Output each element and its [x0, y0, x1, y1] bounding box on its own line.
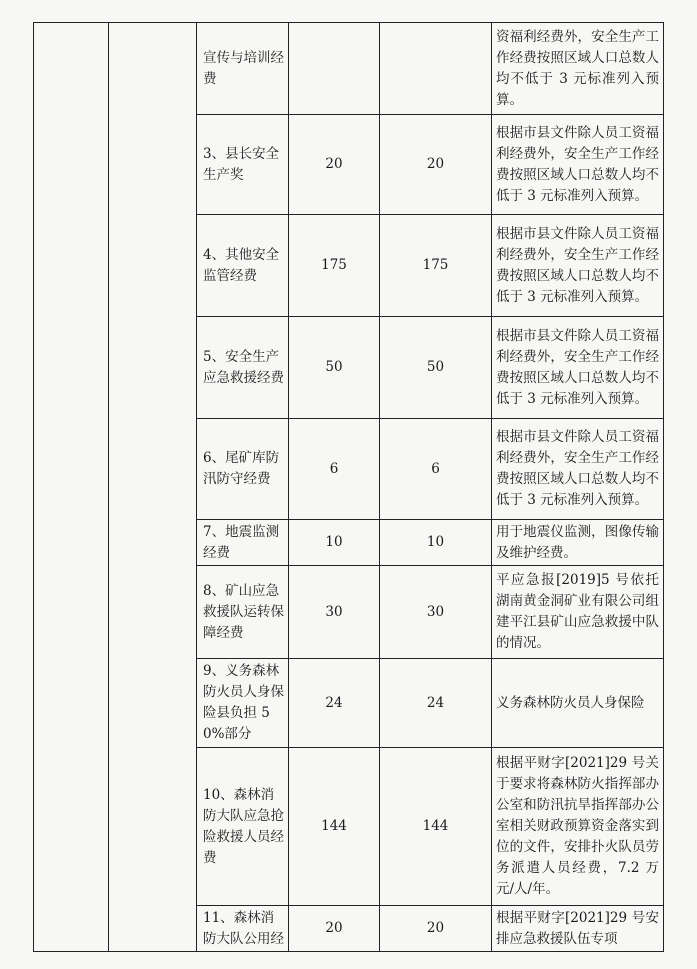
budget-value: 10: [289, 520, 380, 566]
item-name: 9、义务森林防火员人身保险县负担 50%部分: [197, 659, 289, 748]
basis-note: 用于地震仪监测，图像传输及维护经费。: [492, 520, 664, 566]
item-name: 8、矿山应急救援队运转保障经费: [197, 566, 289, 659]
budget-value: 50: [289, 317, 380, 419]
basis-note: 根据平财字[2021]29 号安排应急救援队伍专项: [492, 906, 664, 952]
basis-note: 根据市县文件除人员工资福利经费外，安全生产工作经费按照区域人口总数人均不低于 3 元标准列入预算。: [492, 419, 664, 520]
basis-note: 根据市县文件除人员工资福利经费外，安全生产工作经费按照区域人口总数人均不低于 3 元标准列入预算。: [492, 317, 664, 419]
budget-value: 6: [289, 419, 380, 520]
basis-note: 平应急报[2019]5 号依托湖南黄金洞矿业有限公司组建平江县矿山应急救援中队的情况。: [492, 566, 664, 659]
allocated-value: 20: [380, 906, 492, 952]
item-name: 宣传与培训经费: [197, 23, 289, 115]
basis-note: 资福利经费外，安全生产工作经费按照区域人口总数人均不低于 3 元标准列入预算。: [492, 23, 664, 115]
item-name: 11、森林消防大队公用经: [197, 906, 289, 952]
item-name: 10、森林消防大队应急抢险救援人员经费: [197, 748, 289, 906]
allocated-value: 50: [380, 317, 492, 419]
basis-note: 根据市县文件除人员工资福利经费外，安全生产工作经费按照区域人口总数人均不低于 3 元标准列入预算。: [492, 215, 664, 317]
budget-value: 30: [289, 566, 380, 659]
allocated-value: 24: [380, 659, 492, 748]
basis-note: 根据市县文件除人员工资福利经费外，安全生产工作经费按照区域人口总数人均不低于 3 元标准列入预算。: [492, 115, 664, 215]
allocated-value: 6: [380, 419, 492, 520]
basis-note: 根据平财字[2021]29 号关于要求将森林防火指挥部办公室和防汛抗旱指挥部办公室相关财政预算资金落实到位的文件，安排扑火队员劳务派遣人员经费，7.2 万元/人/年。: [492, 748, 664, 906]
subcategory-cell: [109, 23, 197, 952]
budget-value: 24: [289, 659, 380, 748]
category-cell: [34, 23, 109, 952]
budget-value: 144: [289, 748, 380, 906]
allocated-value: 30: [380, 566, 492, 659]
budget-value: 20: [289, 115, 380, 215]
allocated-value: 175: [380, 215, 492, 317]
budget-value: 175: [289, 215, 380, 317]
budget-value: [289, 23, 380, 115]
allocated-value: [380, 23, 492, 115]
item-name: 6、尾矿库防汛防守经费: [197, 419, 289, 520]
item-name: 3、县长安全生产奖: [197, 115, 289, 215]
item-name: 4、其他安全监管经费: [197, 215, 289, 317]
budget-table: [33, 22, 664, 952]
basis-note: 义务森林防火员人身保险: [492, 659, 664, 748]
item-name: 5、安全生产应急救援经费: [197, 317, 289, 419]
allocated-value: 10: [380, 520, 492, 566]
allocated-value: 20: [380, 115, 492, 215]
item-name: 7、地震监测经费: [197, 520, 289, 566]
allocated-value: 144: [380, 748, 492, 906]
budget-value: 20: [289, 906, 380, 952]
table-row: [34, 23, 664, 115]
